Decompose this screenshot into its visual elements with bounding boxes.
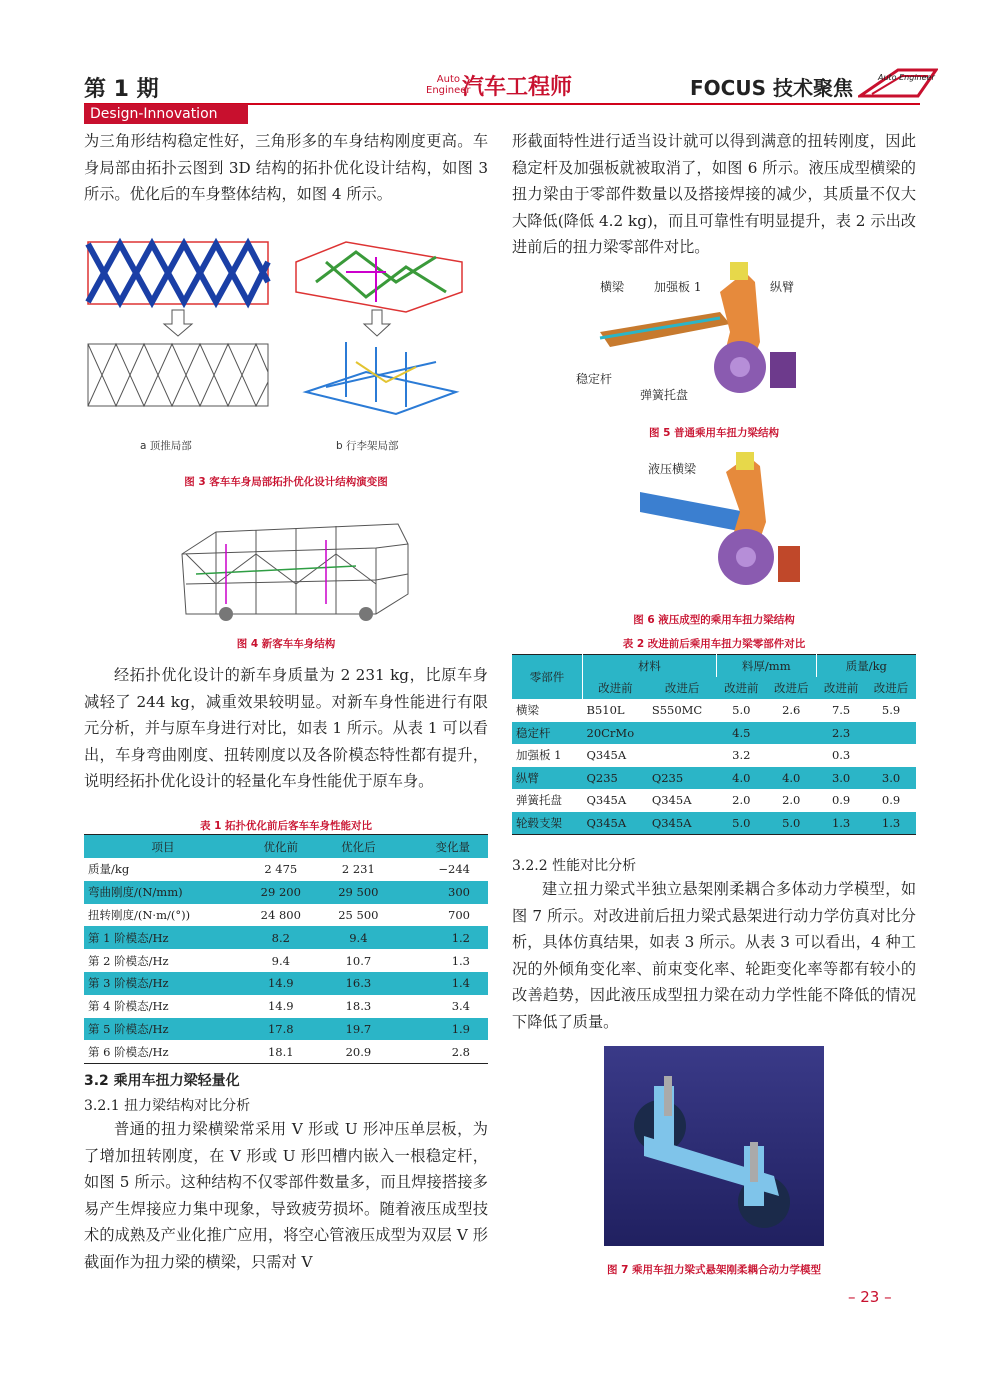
table2-cell: 加强板 1 — [516, 748, 562, 763]
fig5-label-spring-seat: 弹簧托盘 — [640, 388, 689, 402]
table2-cell: Q345A — [583, 812, 648, 835]
table1-cell: −244 — [438, 862, 470, 877]
table2-cell — [648, 744, 717, 767]
table2-subheader: 改进后 — [766, 677, 816, 699]
table1-cell: 14.9 — [242, 972, 320, 995]
table1-cell: 29 500 — [320, 881, 398, 904]
table2-cell: Q345A — [586, 748, 627, 763]
fig6-label: 液压横梁 — [648, 462, 697, 476]
table2-row — [512, 767, 916, 790]
table1-cell: 2.8 — [451, 1044, 470, 1059]
table1-cell: 17.8 — [242, 1018, 320, 1041]
fig5-label-plate: 加强板 1 — [654, 280, 702, 294]
table2-header: 质量/kg — [816, 655, 916, 678]
figure7-image — [604, 1046, 824, 1246]
right-paragraph-2: 建立扭力梁式半独立悬架刚柔耦合多体动力学模型，如图 7 所示。对改进前后扭力梁式悬架进行动力学仿真对比分析，具体仿真结果，如表 3 所示。从表 3 可以看出，4 种工况的外倾角变化率、前束变化率、轮距变化率等都有较小的改善趋势，因此液压成型扭力梁在动力学性能不降低的情况下降低了质量。 — [512, 880, 916, 1031]
table2-cell: S550MC — [651, 703, 703, 718]
right-paragraph-1: 形截面特性进行适当设计就可以得到满意的扭转刚度，因此稳定杆及加强板就被取消了，如图 6 所示。液压成型横梁的扭力梁由于零部件数量以及搭接焊接的减少，其质量不仅大大降低(降低 4.2 kg)，而且可靠性有明显提升，表 2 示出改进前后的扭力梁零部件对比。 — [512, 132, 916, 256]
table2-cell: 纵臂 — [512, 767, 583, 790]
table1-cell: 300 — [397, 881, 488, 904]
table1-cell: 10.7 — [345, 953, 372, 968]
table1-cell: 1.4 — [397, 972, 488, 995]
table2-cell: 3.0 — [866, 767, 916, 790]
table2-cell: 1.3 — [816, 812, 866, 835]
table1-cell: 第 6 阶模态/Hz — [88, 1044, 169, 1059]
table1-cell: 14.9 — [267, 999, 294, 1014]
section-tab: Design-Innovation — [84, 104, 248, 124]
fig5-label-arm: 纵臂 — [770, 280, 795, 294]
table1-cell: 700 — [448, 907, 470, 922]
table2-subheader: 改进前 — [716, 677, 766, 699]
figure3a-image — [84, 232, 274, 432]
figure4-image — [176, 514, 414, 624]
table1-cell: 20.9 — [345, 1044, 372, 1059]
table1-cell: 29 200 — [242, 881, 320, 904]
table1-cell: 第 3 阶模态/Hz — [84, 972, 242, 995]
table1-cell: 第 1 阶模态/Hz — [84, 926, 242, 949]
table2-cell: Q235 — [583, 767, 648, 790]
table1-row — [84, 995, 488, 1018]
table2-cell: 4.0 — [766, 767, 816, 790]
left-paragraph-2: 普通的扭力梁横梁常采用 V 形或 U 形冲压单层板，为了增加扭转刚度，在 V 形或 U 形凹槽内嵌入一根稳定杆，如图 5 所示。这种结构不仅零部件数量多，而且焊接搭接多易产生焊接应力集中现象，导致疲劳损坏。随着液压成型技术的成熟及产业化推广应用，将空心管液压成型为双层 V 形截面作为扭力梁的横梁，只需对 V — [84, 1120, 488, 1271]
table1-row — [84, 949, 488, 972]
table2-cell: 20CrMo — [583, 722, 648, 745]
table1-cell: 第 2 阶模态/Hz — [88, 953, 169, 968]
table2-cell: 0.9 — [881, 793, 901, 808]
heading-3-2: 3.2 乘用车扭力梁轻量化 — [84, 1073, 240, 1089]
table2-cell: 弹簧托盘 — [516, 793, 562, 808]
table1-cell: 质量/kg — [88, 862, 130, 877]
table1-cell: 扭转刚度/(N·m/(°)) — [88, 907, 191, 922]
fig5-label-crossbeam: 横梁 — [600, 280, 625, 294]
figure3a-subcaption: a 顶推局部 — [140, 440, 192, 452]
table2-header: 材料 — [583, 655, 717, 678]
brand-english: Auto Engineer — [426, 74, 471, 96]
table1-header: 变化量 — [397, 835, 488, 859]
heading-3-2-1: 3.2.1 扭力梁结构对比分析 — [84, 1098, 251, 1114]
table1-cell: 9.4 — [320, 926, 398, 949]
table2-cell: Q235 — [648, 767, 717, 790]
table2-subheader: 改进后 — [648, 677, 717, 699]
table2-cell: 4.5 — [716, 722, 766, 745]
table2-cell: 2.0 — [782, 793, 801, 808]
table2-cell: B510L — [586, 703, 625, 718]
brand-chinese: 汽车工程师 — [462, 75, 573, 100]
table1-row — [84, 1040, 488, 1063]
table2-cell: 3.0 — [816, 767, 866, 790]
figure3b-subcaption: b 行李架局部 — [336, 440, 399, 452]
table2-cell: 5.0 — [766, 812, 816, 835]
table2-cell: 7.5 — [831, 703, 851, 718]
table2-subheader: 改进前 — [816, 677, 866, 699]
table2-row — [512, 699, 916, 722]
table2-cell: 0.3 — [831, 748, 851, 763]
corner-logo — [858, 66, 938, 104]
table1-cell: 18.3 — [345, 999, 372, 1014]
table2-cell: 2.6 — [782, 703, 801, 718]
table1-cell: 16.3 — [320, 972, 398, 995]
table2-cell — [648, 722, 717, 745]
figure4-caption: 图 4 新客车车身结构 — [236, 638, 336, 650]
fig5-label-stabilizer: 稳定杆 — [576, 372, 613, 386]
heading-3-2-2: 3.2.2 性能对比分析 — [512, 858, 637, 874]
left-paragraph-1: 经拓扑优化设计的新车身质量为 2 231 kg，比原车身减轻了 244 kg，减重效果较明显。对新车身性能进行有限元分析，并与原车身进行对比，如表 1 所示。从表 1 可以看出，车身弯曲刚度、扭转刚度以及各阶模态特性都有提升，说明经拓扑优化设计的轻量化车身性能优于原车身。 — [84, 666, 488, 790]
table2-cell: 5.0 — [716, 812, 766, 835]
table1-cell: 3.4 — [451, 999, 470, 1014]
table1-row — [84, 858, 488, 881]
table1-cell: 1.2 — [397, 926, 488, 949]
table2-row — [512, 744, 916, 767]
svg-text:Auto Engineer: Auto Engineer — [878, 73, 935, 82]
table2-header: 零部件 — [512, 655, 583, 700]
table1-header: 优化后 — [320, 835, 398, 859]
table2-title: 表 2 改进前后乘用车扭力梁零部件对比 — [622, 638, 806, 650]
table2-cell: 轮毂支架 — [512, 812, 583, 835]
figure7-caption: 图 7 乘用车扭力梁式悬架刚柔耦合动力学模型 — [606, 1264, 822, 1276]
table1-cell: 1.9 — [397, 1018, 488, 1041]
table1 — [84, 834, 488, 1064]
table2-row — [512, 812, 916, 835]
table1-cell: 25 500 — [338, 907, 379, 922]
left-intro-paragraph: 为三角形结构稳定性好，三角形多的车身结构刚度更高。车身局部由拓扑云图到 3D 结构的拓扑优化设计结构，如图 3 所示。优化后的车身整体结构，如图 4 所示。 — [84, 132, 488, 203]
figure5-caption: 图 5 普通乘用车扭力梁结构 — [648, 427, 780, 439]
table2-cell: 横梁 — [516, 703, 539, 718]
table2-cell: Q345A — [651, 793, 692, 808]
table2-cell: 5.0 — [732, 703, 751, 718]
issue-number: 第 1 期 — [84, 77, 159, 102]
table1-header: 项目 — [84, 835, 242, 859]
table1-cell: 18.1 — [267, 1044, 294, 1059]
figure6-caption: 图 6 液压成型的乘用车扭力梁结构 — [633, 614, 795, 626]
table2-cell — [866, 722, 916, 745]
table1-cell: 2 231 — [341, 862, 375, 877]
page-number: – 23 – — [848, 1288, 892, 1306]
table1-cell: 2 475 — [264, 862, 298, 877]
table2-cell: 0.9 — [831, 793, 851, 808]
table2-subheader: 改进前 — [583, 677, 648, 699]
table2-subheader: 改进后 — [866, 677, 916, 699]
table2-cell — [766, 722, 816, 745]
table1-cell: 9.4 — [271, 953, 290, 968]
table1-cell: 8.2 — [242, 926, 320, 949]
table2-cell: 3.2 — [732, 748, 751, 763]
table1-cell: 19.7 — [320, 1018, 398, 1041]
table2-row — [512, 722, 916, 745]
table1-row — [84, 972, 488, 995]
table1-cell: 1.3 — [451, 953, 470, 968]
table1-row — [84, 926, 488, 949]
table2-cell — [766, 744, 816, 767]
table2-cell: 5.9 — [881, 703, 901, 718]
table1-row — [84, 904, 488, 927]
table1-cell: 弯曲刚度/(N/mm) — [84, 881, 242, 904]
table1-cell: 第 5 阶模态/Hz — [84, 1018, 242, 1041]
figure3b-image — [286, 222, 472, 432]
table2-cell: 2.3 — [816, 722, 866, 745]
table2-header: 料厚/mm — [716, 655, 816, 678]
focus-section-title: FOCUS 技术聚焦 — [690, 76, 853, 100]
figure3-caption: 图 3 客车车身局部拓扑优化设计结构演变图 — [184, 476, 388, 488]
table1-row — [84, 1018, 488, 1041]
table2-cell: 1.3 — [866, 812, 916, 835]
table2-cell — [866, 744, 916, 767]
table1-cell: 24 800 — [260, 907, 301, 922]
table1-title: 表 1 拓扑优化前后客车车身性能对比 — [199, 820, 373, 832]
table1-header: 优化前 — [242, 835, 320, 859]
table2-cell: 2.0 — [732, 793, 751, 808]
table2-cell: 稳定杆 — [512, 722, 583, 745]
table2-cell: 4.0 — [716, 767, 766, 790]
table2-cell: Q345A — [648, 812, 717, 835]
table2-cell: Q345A — [586, 793, 627, 808]
table2-row — [512, 789, 916, 812]
table1-row — [84, 881, 488, 904]
table2 — [512, 654, 916, 835]
table1-cell: 第 4 阶模态/Hz — [88, 999, 169, 1014]
